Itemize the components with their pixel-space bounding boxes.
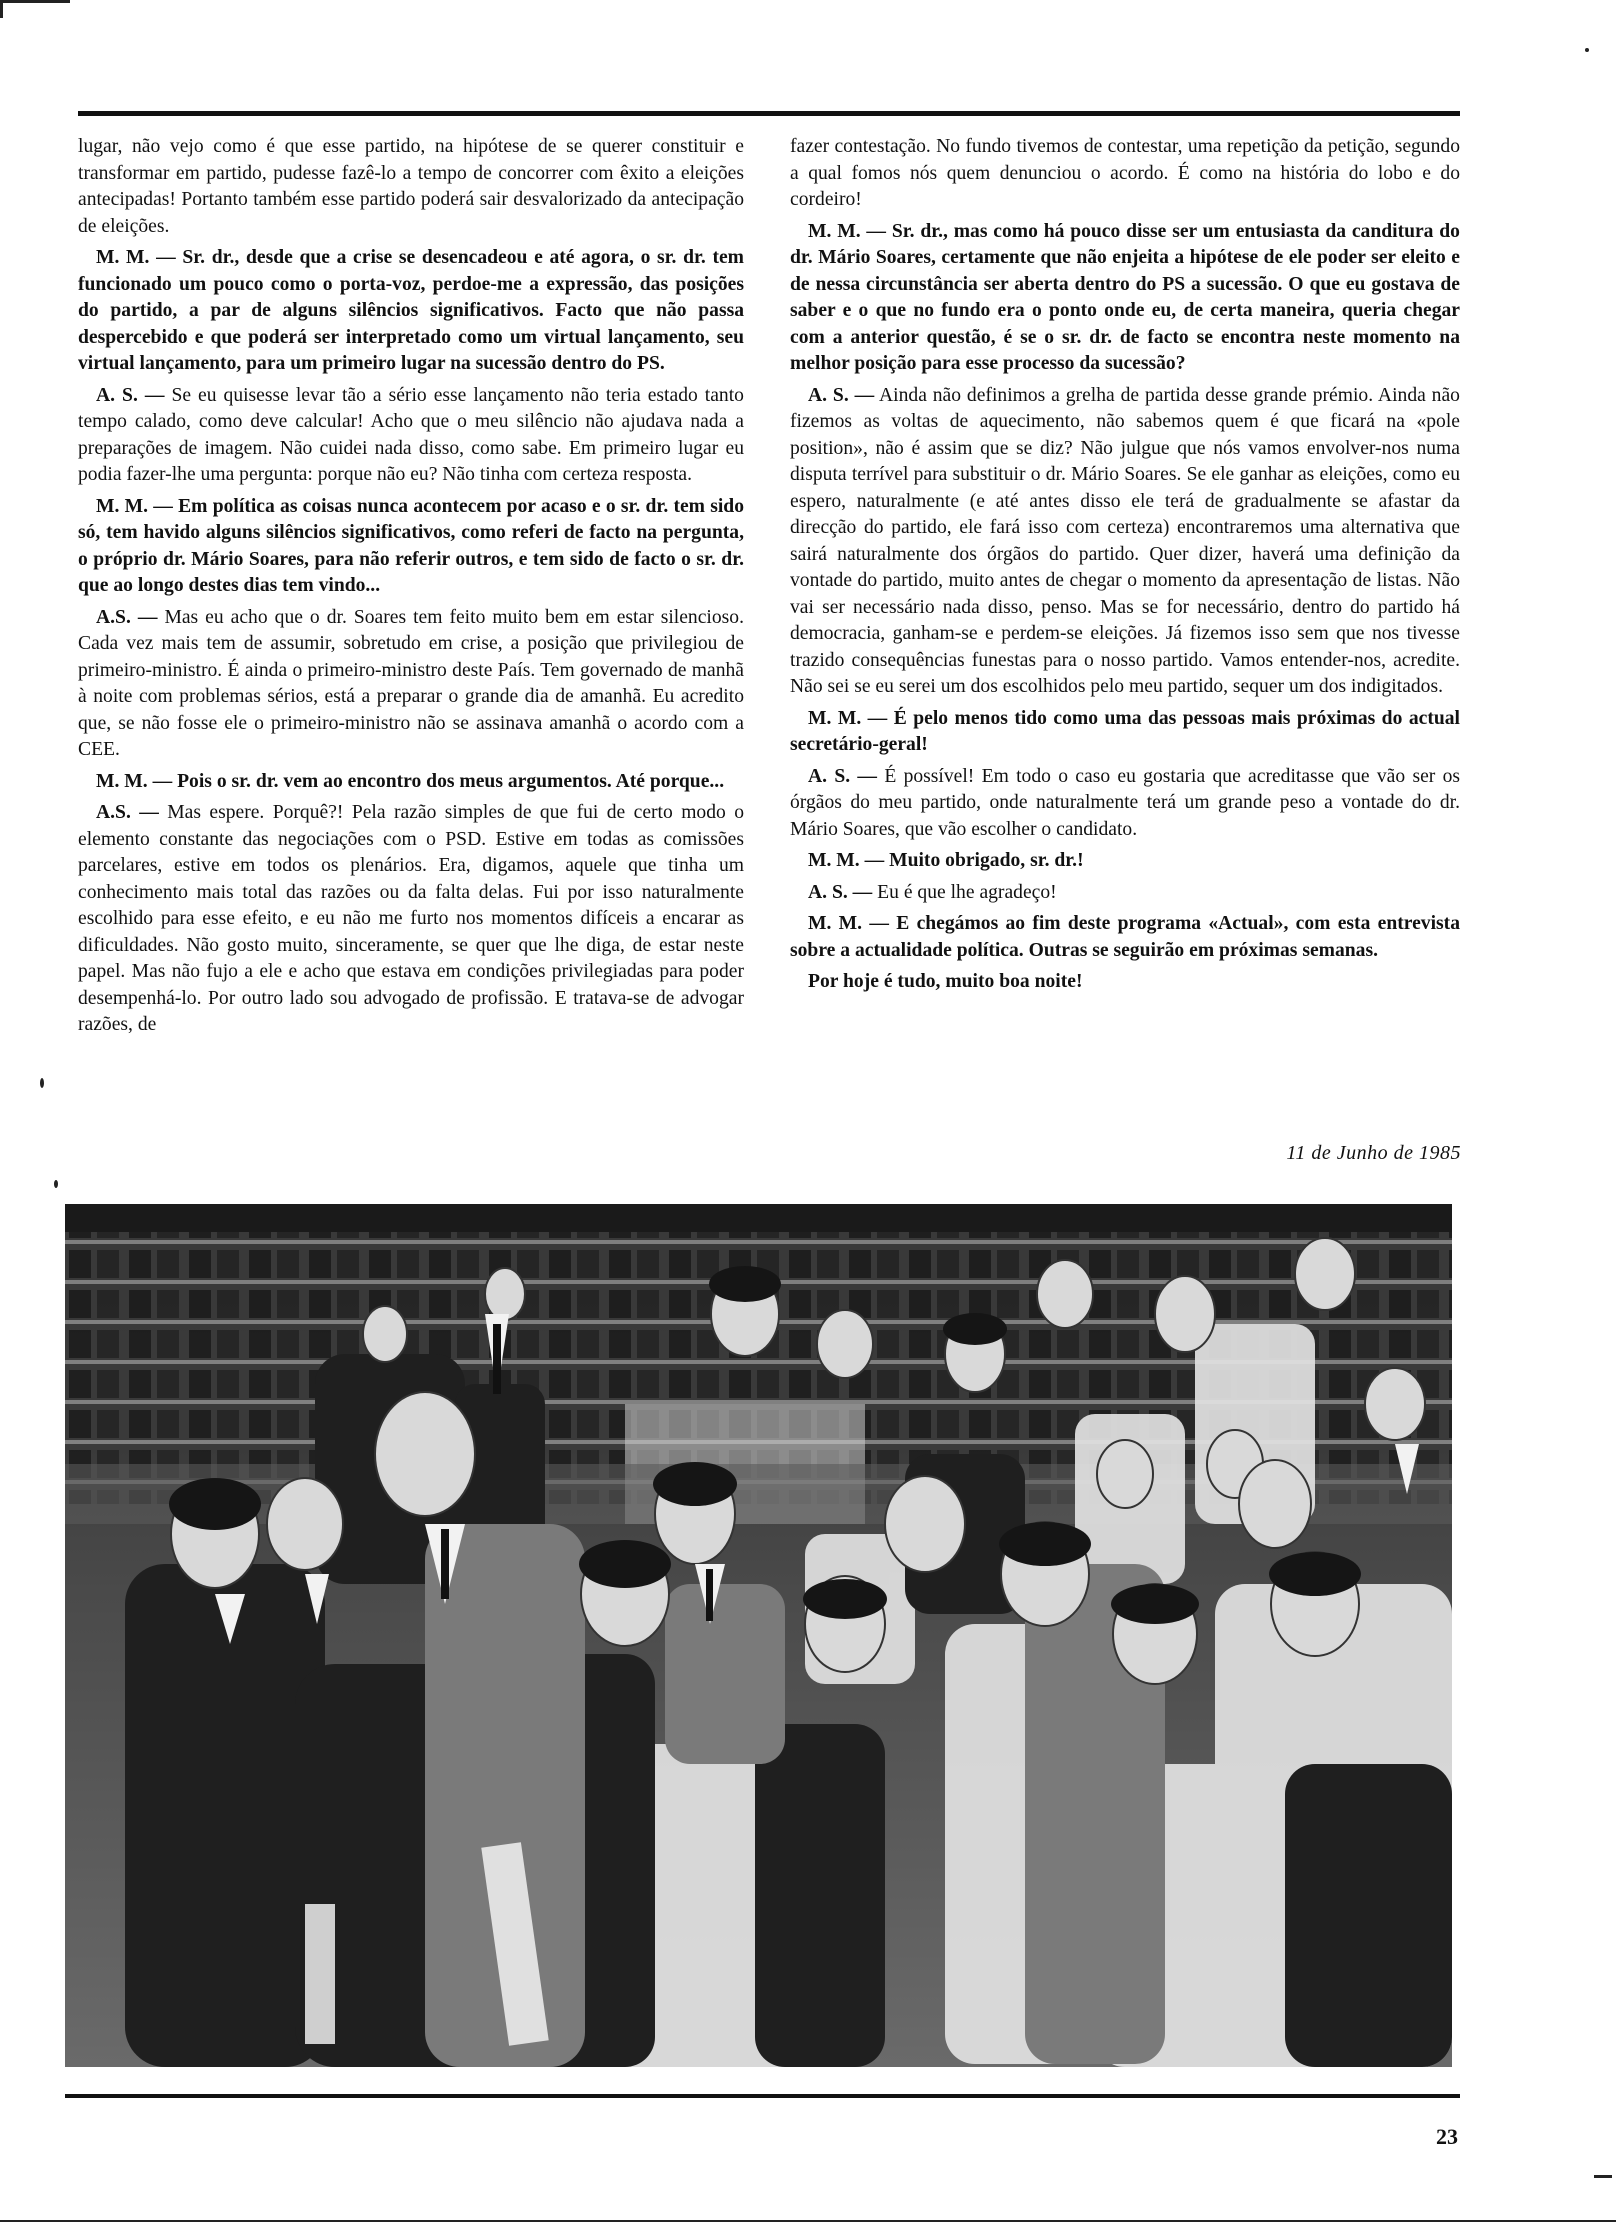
interviewer-question <box>78 494 744 600</box>
speaker-label: M. M. — <box>96 247 176 268</box>
speaker-label: A. S. — <box>808 881 873 903</box>
paragraph-text: Sr. dr., mas como há pouco disse ser um entusiasta da canditura do dr. Mário Soares, certamente que não enjeita a hipótese de ele poder ser eleito e de nessa circunstância ser aberta dentro do PS a sucessão. O que eu gostava de saber e o que no fundo era o ponto onde eu, de certa maneira, queria chegar com a anterior questão, é se o sr. dr. de facto se encontra neste momento na melhor posição para esse processo da sucessão? <box>790 220 1460 374</box>
speaker-label: A.S. — <box>96 802 159 823</box>
article-column-right <box>790 134 1460 996</box>
interviewee-answer <box>78 800 744 1039</box>
paragraph-text: Mas espere. Porquê?! Pela razão simples de que fui de certo modo o elemento constante das negociações com o PSD. Estive em todas as comissões parcelares, estive em todos os plenários. Era, digamos, aquele que tinha um conhecimento mais total das razões ou da falta delas. Fui por isso naturalmente escolhido para esse efeito, e eu não me furto nos momentos difíceis a encarar as dificuldades. Não gosto muito, sinceramente, se quer que lhe diga, de estar neste papel. Mas não fujo a ele e acho que estava em condições privilegiadas para poder desempenhá-lo. Por outro lado sou advogado de profissão. E tratava-se de advogar razões, de <box>78 802 745 1035</box>
photo-illustration <box>65 1204 1452 2067</box>
paragraph-text: E chegámos ao fim deste programa «Actual», com esta entrevista sobre a actualidade política. Outras se seguirão em próximas semanas. <box>790 913 1460 961</box>
interviewer-question <box>790 911 1460 964</box>
interviewer-question <box>78 769 744 796</box>
page-number: 23 <box>1436 2124 1458 2149</box>
scan-speck <box>40 1078 44 1088</box>
interviewer-question <box>790 969 1460 996</box>
interviewee-answer <box>78 605 744 764</box>
interviewer-question <box>790 706 1460 759</box>
scan-speck <box>1585 48 1589 52</box>
interviewer-question <box>790 848 1460 875</box>
paragraph-text: fazer contestação. No fundo tivemos de contestar, uma repetição da petição, segundo a qual fomos nós quem denunciou o acordo. É como na história do lobo e do cordeiro! <box>790 136 1460 210</box>
dateline: 11 de Junho de 1985 <box>1286 1142 1461 1164</box>
interviewer-question <box>790 219 1460 378</box>
interviewee-answer <box>78 383 744 489</box>
paragraph-text: Mas eu acho que o dr. Soares tem feito muito bem em estar silencioso. Cada vez mais tem de assumir, sobretudo em crise, a posição que privilegiou de primeiro-ministro. É ainda o primeiro-ministro deste País. Tem governado de manhã à noite com problemas sérios, está a preparar o grande dia de amanhã. Eu acredito que, se não fosse ele o primeiro-ministro não se assinava amanhã o acordo com a CEE. <box>78 606 744 760</box>
top-rule <box>78 111 1460 116</box>
scan-edge-mark <box>0 0 70 3</box>
paragraph-text: Muito obrigado, sr. dr.! <box>889 850 1084 871</box>
article-column-left <box>78 134 744 1039</box>
article-paragraph-continued <box>78 134 744 240</box>
speaker-label: M. M. — <box>808 913 889 934</box>
paragraph-text: lugar, não vejo como é que esse partido, na hipótese de se querer constituir e transformar em partido, pudesse fazê-lo a tempo de concorrer com êxito a eleições antecipadas! Portanto também esse partido poderá sair desvalorizado da antecipação de eleições. <box>78 136 744 237</box>
paragraph-text: Por hoje é tudo, muito boa noite! <box>808 971 1083 992</box>
speaker-label: A. S. — <box>96 384 165 406</box>
interviewee-answer <box>790 383 1460 701</box>
paragraph-text: Eu é que lhe agradeço! <box>877 881 1057 903</box>
speaker-label: A. S. — <box>808 384 875 406</box>
paragraph-text: Sr. dr., desde que a crise se desencadeou e até agora, o sr. dr. tem funcionado um pouco como o porta-voz, perdoe-me a expressão, das posições do partido, a par de alguns silêncios significativos. Facto que não passa despercebido e que poderá ser interpretado como um virtual lançamento, seu virtual lançamento, para um primeiro lugar na sucessão dentro do PS. <box>78 247 744 374</box>
interviewer-question <box>78 245 744 378</box>
speaker-label: A. S. — <box>808 765 878 787</box>
speaker-label: M. M. — <box>96 495 173 517</box>
speaker-label: M. M. — <box>96 770 173 792</box>
paragraph-text: Ainda não definimos a grelha de partida desse grande prémio. Ainda não fizemos as voltas de aquecimento, não sabemos quem é que ficará na «pole position», não é assim que se diz? Não julgue que nós vamos envolver-nos numa disputa terrível para substituir o dr. Mário Soares. Se ele ganhar as eleições, como eu espero, naturalmente (e até antes disso ele terá de gradualmente se afastar da direcção do partido, ele fará isso com certeza) encontraremos uma alternativa que sairá naturalmente dos órgãos do partido. Quer dizer, haverá uma definição da vontade do partido, muito antes de chegar o momento da apresentação de listas. Não vai ser necessário nada disso, penso. Mas se for necessário, dentro do partido há democracia, ganham-se e perdem-se eleições. Já fizemos isso sem que nos tivesse trazido consequências funestas para o nosso partido. Vamos entender-nos, acredite. Não sei se eu serei um dos escolhidos pelo meu partido, sequer um dos indigitados. <box>790 384 1460 697</box>
speaker-label: M. M. — <box>808 220 886 242</box>
bottom-rule <box>65 2094 1460 2098</box>
speaker-label: A.S. — <box>96 606 158 628</box>
interviewee-answer <box>790 880 1460 907</box>
paragraph-text: É possível! Em todo o caso eu gostaria que acreditasse que vão ser os órgãos do meu partido, onde naturalmente terá um grande peso a vontade do dr. Mário Soares, que vão escolher o candidato. <box>790 765 1460 840</box>
scan-speck <box>54 1180 58 1188</box>
scan-speck <box>1594 2175 1612 2178</box>
paragraph-text: Em política as coisas nunca acontecem por acaso e o sr. dr. tem sido só, tem havido alguns silêncios significativos, como referi de facto na pergunta, o próprio dr. Mário Soares, para não referir outros, e tem sido de facto o sr. dr. que ao longo destes dias tem vindo... <box>78 495 744 596</box>
paragraph-text: Se eu quisesse levar tão a sério esse lançamento não teria estado tanto tempo calado, como deve calcular! Acho que o meu silêncio não ajudava nada a preparações de imagem. Não cuidei nada disso, como sabe. Em primeiro lugar eu podia fazer-lhe uma pergunta: porque não eu? Não tinha com certeza resposta. <box>78 384 744 485</box>
paragraph-text: É pelo menos tido como uma das pessoas mais próximas do actual secretário-geral! <box>790 707 1460 755</box>
scan-edge-mark <box>0 2218 1616 2224</box>
article-paragraph-continued <box>790 134 1460 214</box>
interviewee-answer <box>790 764 1460 844</box>
scan-edge-mark <box>0 0 3 18</box>
speaker-label: M. M. — <box>808 850 885 871</box>
news-photo-parliament-crowd <box>65 1204 1452 2067</box>
paragraph-text: Pois o sr. dr. vem ao encontro dos meus argumentos. Até porque... <box>177 770 725 792</box>
speaker-label: M. M. — <box>808 707 888 729</box>
